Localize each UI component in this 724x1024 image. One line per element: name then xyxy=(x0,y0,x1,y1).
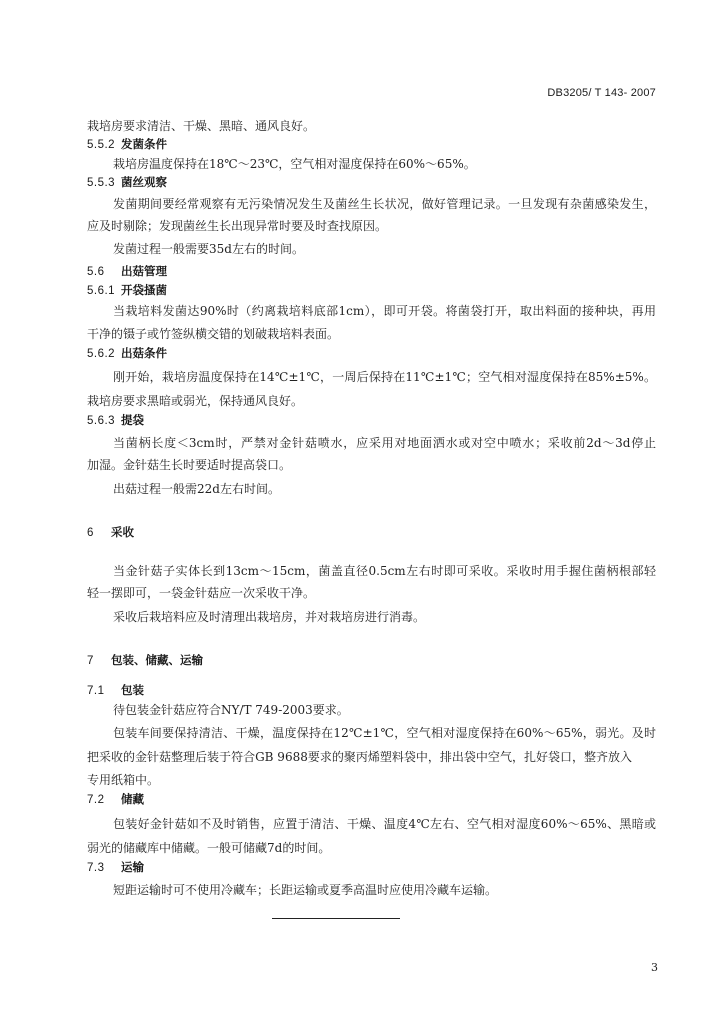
text-line: 轻一摆即可，一袋金针菇应一次采收干净。 xyxy=(87,586,316,600)
paragraph-line xyxy=(113,702,349,718)
heading-number: 5.6 xyxy=(87,266,105,278)
section-heading xyxy=(87,653,203,669)
heading-title: 运输 xyxy=(121,862,144,874)
text-line: 包装车间要保持清洁、干燥，温度保持在12℃±1℃，空气相对湿度保持在60%～65%，弱光。及时 xyxy=(113,726,656,740)
section-heading xyxy=(87,525,134,541)
subsection-heading xyxy=(87,175,167,191)
text-line: 栽培房温度保持在18℃～23℃，空气相对湿度保持在60%～65%。 xyxy=(113,157,476,171)
text-line: 短距运输时可不使用冷藏车；长距运输或夏季高温时应使用冷藏车运输。 xyxy=(113,883,498,897)
text-line: 发菌过程一般需要35d左右的时间。 xyxy=(113,242,304,256)
paragraph-line xyxy=(113,882,497,898)
heading-number: 7 xyxy=(87,655,94,667)
heading-title: 发菌条件 xyxy=(121,139,167,151)
paragraph-line xyxy=(113,609,425,625)
text-line: 专用纸箱中。 xyxy=(87,773,160,787)
text-line: 刚开始，栽培房温度保持在14℃±1℃，一周后保持在11℃±1℃；空气相对湿度保持在85%±5%。 xyxy=(113,370,656,384)
text-line: 当栽培料发菌达90%时（约离栽培料底部1cm），即可开袋。将菌袋打开，取出料面的接种块，再用 xyxy=(113,304,656,318)
heading-number: 7.3 xyxy=(87,862,105,874)
subsection-heading xyxy=(87,283,167,299)
subsection-heading xyxy=(87,860,144,876)
text-line: 采收后栽培料应及时清理出栽培房，并对栽培房进行消毒。 xyxy=(113,610,426,624)
heading-number: 5.6.2 xyxy=(87,348,116,360)
paragraph-line xyxy=(113,725,656,741)
text-line: 待包装金针菇应符合NY/T 749-2003要求。 xyxy=(113,703,349,717)
subsection-heading xyxy=(87,792,144,808)
heading-number: 5.6.1 xyxy=(87,285,116,297)
paragraph-continuation-line xyxy=(87,326,339,342)
subsection-heading xyxy=(87,264,167,280)
paragraph-continuation-line xyxy=(87,393,303,409)
paragraph-continuation-line xyxy=(87,457,291,473)
paragraph-continuation-line xyxy=(87,772,159,788)
text-line: 加湿。金针菇生长时要适时提高袋口。 xyxy=(87,458,292,472)
heading-number: 7.2 xyxy=(87,794,105,806)
heading-number: 6 xyxy=(87,527,94,539)
text-line: 当菌柄长度＜3cm时，严禁对金针菇喷水，应采用对地面洒水或对空中喷水；采收前2d～3d停止 xyxy=(113,436,656,450)
text-line: 当金针菇子实体长到13cm～15cm，菌盖直径0.5cm左右时即可采收。采收时用手握住菌柄根部轻 xyxy=(113,564,656,578)
subsection-heading xyxy=(87,413,144,429)
text-line: 出菇过程一般需22d左右时间。 xyxy=(113,482,280,496)
heading-title: 采收 xyxy=(111,527,134,539)
heading-number: 7.1 xyxy=(87,685,105,697)
paragraph-line xyxy=(113,241,304,257)
subsection-heading xyxy=(87,137,167,153)
heading-title: 出菇条件 xyxy=(121,348,167,360)
heading-number: 5.6.3 xyxy=(87,415,116,427)
heading-title: 包装 xyxy=(121,685,144,697)
heading-title: 开袋搔菌 xyxy=(121,285,167,297)
heading-title: 储藏 xyxy=(121,794,144,806)
heading-title: 出菇管理 xyxy=(121,266,167,278)
paragraph-continuation-line xyxy=(87,749,632,765)
paragraph-line xyxy=(113,435,656,451)
text-line: 栽培房要求黑暗或弱光，保持通风良好。 xyxy=(87,394,304,408)
paragraph-line xyxy=(113,369,656,385)
text-line: 发菌期间要经常观察有无污染情况发生及菌丝生长状况，做好管理记录。一旦发现有杂菌感染发生， xyxy=(113,197,656,211)
paragraph-continuation-line xyxy=(87,840,330,856)
text-line: 干净的镊子或竹签纵横交错的划破栽培料表面。 xyxy=(87,327,340,341)
text-line: 应及时剔除；发现菌丝生长出现异常时要及时查找原因。 xyxy=(87,219,388,233)
paragraph-line xyxy=(113,816,656,832)
paragraph-continuation-line xyxy=(87,118,315,134)
heading-number: 5.5.2 xyxy=(87,139,116,151)
page-number: 3 xyxy=(651,961,658,974)
paragraph-line xyxy=(113,196,656,212)
paragraph-line xyxy=(113,156,476,172)
text-line: 包装好金针菇如不及时销售，应置于清洁、干燥、温度4℃左右、空气相对湿度60%～65%、黑暗或 xyxy=(113,817,656,831)
document-code-header: DB3205/ T 143- 2007 xyxy=(547,87,656,99)
subsection-heading xyxy=(87,683,144,699)
heading-title: 菌丝观察 xyxy=(121,177,167,189)
heading-number: 5.5.3 xyxy=(87,177,116,189)
heading-title: 提袋 xyxy=(121,415,144,427)
text-line: 把采收的金针菇整理后装于符合GB 9688要求的聚丙烯塑料袋中，排出袋中空气，扎好袋口，整齐放入 xyxy=(87,750,632,764)
paragraph-line xyxy=(113,303,656,319)
paragraph-continuation-line xyxy=(87,585,315,601)
subsection-heading xyxy=(87,346,167,362)
end-rule xyxy=(272,918,400,919)
text-line: 栽培房要求清洁、干燥、黑暗、通风良好。 xyxy=(87,119,316,133)
paragraph-line xyxy=(113,481,280,497)
heading-title: 包装、储藏、运输 xyxy=(111,655,203,667)
paragraph-continuation-line xyxy=(87,218,387,234)
paragraph-line xyxy=(113,563,656,579)
text-line: 弱光的储藏库中储藏。一般可储藏7d的时间。 xyxy=(87,841,331,855)
